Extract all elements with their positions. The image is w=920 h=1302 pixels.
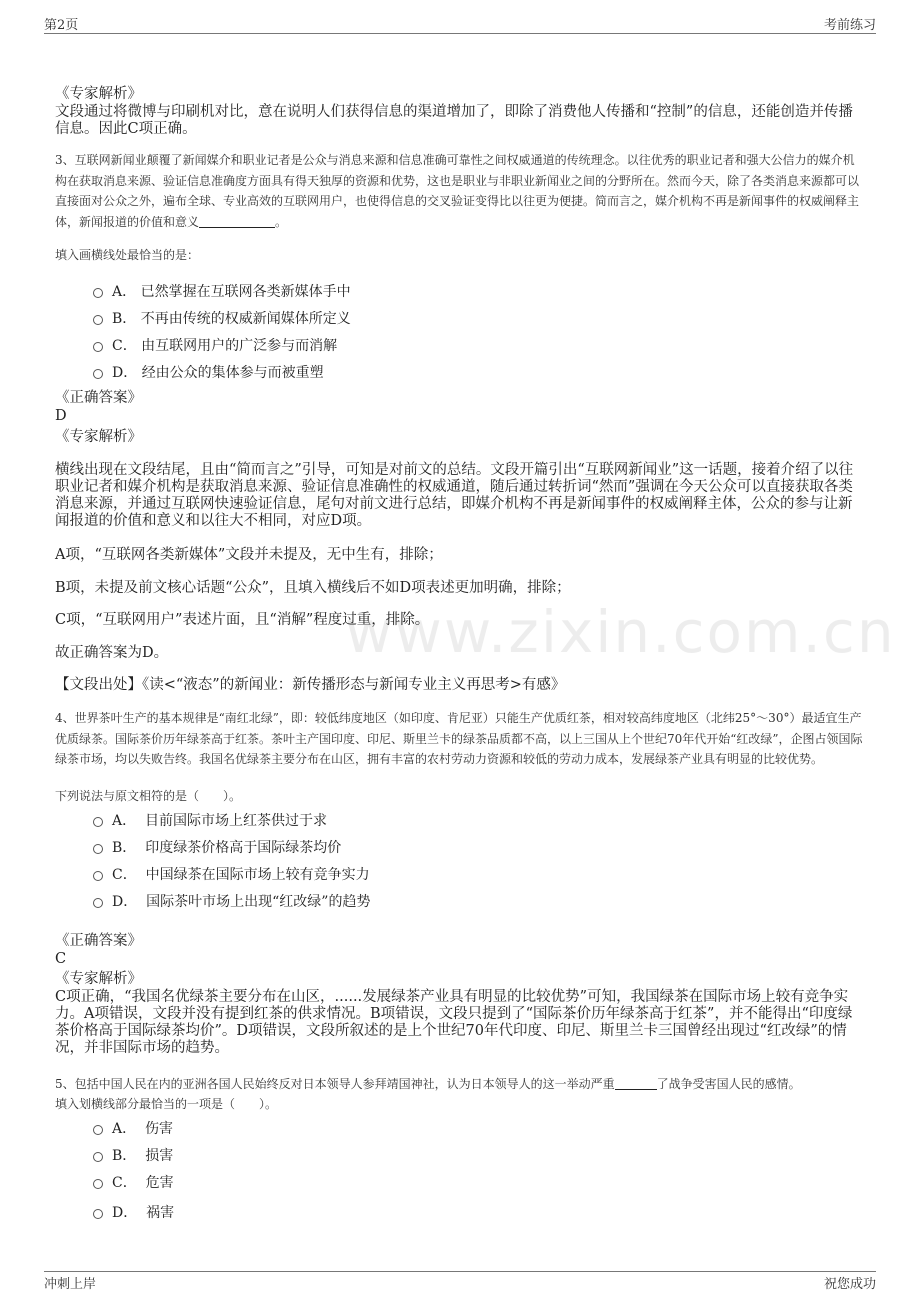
- q4-option-b[interactable]: [93, 837, 341, 857]
- option-letter: B．: [112, 840, 137, 856]
- option-letter: B．: [112, 311, 137, 327]
- radio-icon[interactable]: [93, 1209, 103, 1219]
- option-letter: D．: [112, 1205, 138, 1221]
- q5-stem-end: 了战争受害国人民的感情。: [656, 1077, 801, 1091]
- q3-option-c[interactable]: [93, 335, 337, 355]
- q5-stem: [55, 1074, 865, 1095]
- q3-analysis: 横线出现在文段结尾，且由“简而言之”引导，可知是对前文的总结。文段开篇引出“互联网新闻业”这一话题，接着介绍了以往职业记者和媒介机构是获取消息来源、验证信息准确性的权威通道，随后通过转折词“然而”强调在今天公众可以直接获取各类消息来源，并通过互联网快速验证信息，尾句对前文进行总结，即媒介机构不再是新闻事件的权威阐释主体，公众的参与让新闻报道的价值和意义和以往大不相同，对应D项。: [55, 462, 854, 529]
- option-text: 由互联网用户的广泛参与而消解: [141, 338, 338, 354]
- q2-analysis: 文段通过将微博与印刷机对比，意在说明人们获得信息的渠道增加了，即除了消费他人传播和“控制”的信息，还能创造并传播信息。因此C项正确。: [55, 104, 853, 137]
- q4-answer-label: 《正确答案》: [55, 933, 142, 949]
- q3-stem: [55, 150, 865, 232]
- q3-answer: D: [55, 408, 67, 424]
- q4-option-d[interactable]: [93, 891, 370, 911]
- header-title: 考前练习: [823, 18, 876, 33]
- option-text: 目前国际市场上红茶供过于求: [145, 813, 328, 829]
- q3-analysis-label: 《专家解析》: [55, 429, 142, 445]
- option-text: 损害: [145, 1148, 174, 1164]
- radio-icon[interactable]: [93, 817, 103, 827]
- option-letter: A．: [112, 284, 137, 300]
- radio-icon[interactable]: [93, 1125, 103, 1135]
- watermark: www.zixin.com.cn: [345, 598, 896, 666]
- q3-stem-text: 3、互联网新闻业颠覆了新闻媒介和职业记者是公众与消息来源和信息准确可靠性之间权威通道的传统理念。以往优秀的职业记者和强大公信力的媒介机构在获取消息来源、验证信息准确度方面具有得天独厚的资源和优势，这也是职业与非职业新闻业之间的分野所在。然而今天，除了各类消息来源都可以直接面对公众之外，遍布全球、专业高效的互联网用户，也使得信息的交叉验证变得比以往更为便捷。简而言之，媒介机构不再是新闻事件的权威阐释主体，新闻报道的价值和意义: [55, 153, 860, 229]
- q4-analysis: C项正确，“我国名优绿茶主要分布在山区，......发展绿茶产业具有明显的比较优势”可知，我国绿茶在国际市场上较有竞争实力。A项错误，文段并没有提到红茶的供求情况。B项错误，文段只提到了“国际茶价历年绿茶高于红茶”，并不能得出“印度绿茶价格高于国际绿茶均价”。D项错误，文段所叙述的是上个世纪70年代印度、印尼、斯里兰卡三国曾经出现过“红改绿”的情况，并非国际市场的趋势。: [55, 989, 853, 1056]
- radio-icon[interactable]: [93, 342, 103, 352]
- q5-option-d[interactable]: [93, 1202, 174, 1222]
- q3-option-a[interactable]: [93, 281, 351, 301]
- q3-option-a-note: A项，“互联网各类新媒体”文段并未提及，无中生有，排除；: [55, 547, 443, 563]
- option-text: 危害: [145, 1175, 174, 1191]
- q4-stem: 4、世界茶叶生产的基本规律是“南红北绿”，即：较低纬度地区（如印度、肯尼亚）只能生产优质红茶，相对较高纬度地区（北纬25°～30°）最适宜生产优质绿茶。国际茶价历年绿茶高于红茶。茶叶主产国印度、印尼、斯里兰卡的绿茶品质都不高，以上三国从上个世纪70年代开始“红改绿”，企图占领国际绿茶市场，均以失败告终。我国名优绿茶主要分布在山区，拥有丰富的农村劳动力资源和较低的劳动力成本，发展绿茶产业具有明显的比较优势。: [55, 711, 863, 766]
- radio-icon[interactable]: [93, 1152, 103, 1162]
- option-text: 已然掌握在互联网各类新媒体手中: [140, 284, 351, 300]
- page-number: 第2页: [44, 18, 79, 33]
- header-divider: [44, 33, 876, 34]
- option-text: 国际茶叶市场上出现“红改绿”的趋势: [146, 894, 371, 910]
- q4-answer: C: [55, 951, 67, 967]
- option-text: 经由公众的集体参与而被重塑: [141, 365, 324, 381]
- option-letter: C．: [112, 867, 137, 883]
- radio-icon[interactable]: [93, 369, 103, 379]
- page-header: [44, 10, 876, 34]
- option-letter: C．: [112, 1175, 137, 1191]
- option-letter: C．: [112, 338, 137, 354]
- q5-option-c[interactable]: [93, 1172, 174, 1192]
- q3-option-d[interactable]: [93, 362, 324, 382]
- footer-divider: [44, 1271, 876, 1272]
- option-text: 不再由传统的权威新闻媒体所定义: [140, 311, 351, 327]
- q5-prompt: 填入划横线部分最恰当的一项是（ ）。: [55, 1097, 278, 1111]
- option-text: 伤害: [145, 1121, 174, 1137]
- radio-icon[interactable]: [93, 1179, 103, 1189]
- radio-icon[interactable]: [93, 288, 103, 298]
- q3-conclusion: 故正确答案为D。: [55, 645, 169, 661]
- q3-option-b[interactable]: [93, 308, 351, 328]
- q4-prompt: 下列说法与原文相符的是（ ）。: [55, 789, 242, 803]
- footer-right: 祝您成功: [823, 1277, 876, 1292]
- q3-prompt: 填入画横线处最恰当的是：: [55, 248, 200, 262]
- q3-stem-end: 。: [275, 214, 288, 229]
- q3-option-b-note: B项，未提及前文核心话题“公众”，且填入横线后不如D项表述更加明确，排除；: [55, 580, 571, 596]
- q3-option-c-note: C项，“互联网用户”表述片面，且“消解”程度过重，排除。: [55, 612, 430, 628]
- q5-option-b[interactable]: [93, 1145, 173, 1165]
- option-text: 印度绿茶价格高于国际绿茶均价: [145, 840, 342, 856]
- option-letter: D．: [112, 365, 138, 381]
- option-letter: B．: [112, 1148, 137, 1164]
- q3-answer-label: 《正确答案》: [55, 390, 142, 406]
- radio-icon[interactable]: [93, 315, 103, 325]
- option-letter: D．: [112, 894, 138, 910]
- q4-option-c[interactable]: [93, 864, 370, 884]
- q5-stem-text: 5、包括中国人民在内的亚洲各国人民始终反对日本领导人参拜靖国神社，认为日本领导人的这一举动严重: [55, 1077, 615, 1091]
- radio-icon[interactable]: [93, 844, 103, 854]
- q3-source: 【文段出处】《读<“液态”的新闻业：新传播形态与新闻专业主义再思考>有感》: [55, 677, 566, 693]
- footer-left: 冲刺上岸: [44, 1277, 97, 1292]
- q3-blank: [199, 215, 275, 228]
- q4-analysis-label: 《专家解析》: [55, 971, 142, 987]
- radio-icon[interactable]: [93, 871, 103, 881]
- option-letter: A．: [112, 813, 137, 829]
- q5-option-a[interactable]: [93, 1118, 173, 1138]
- q4-option-a[interactable]: [93, 810, 327, 830]
- option-text: 中国绿茶在国际市场上较有竞争实力: [145, 867, 370, 883]
- option-letter: A．: [112, 1121, 137, 1137]
- radio-icon[interactable]: [93, 898, 103, 908]
- q2-analysis-label: 《专家解析》: [55, 86, 142, 102]
- q5-blank: [615, 1077, 657, 1090]
- option-text: 祸害: [146, 1205, 175, 1221]
